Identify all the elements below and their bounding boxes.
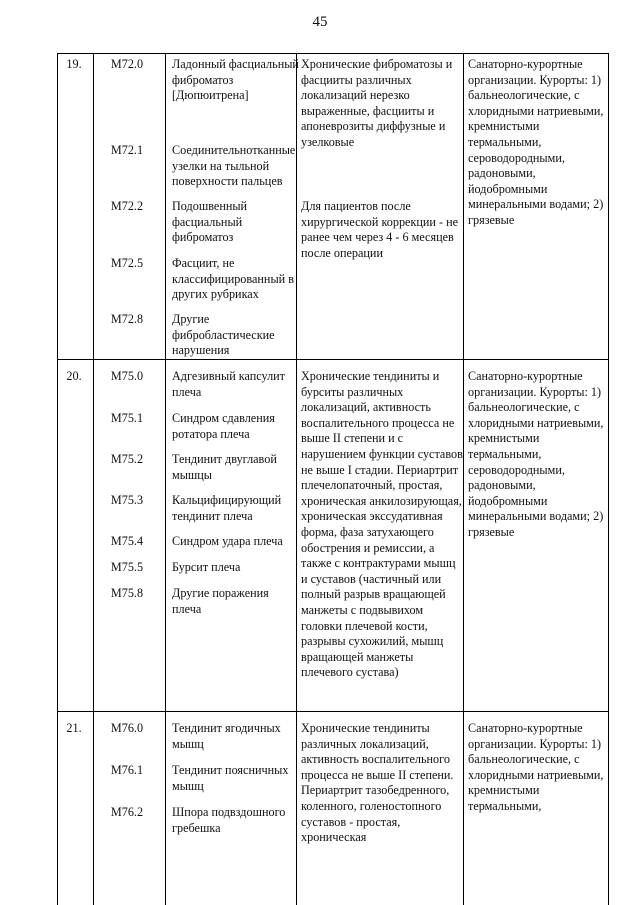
icd-code: M75.8 [110,586,144,600]
disease-name: Шпора подвздошного гребешка [172,805,286,835]
icd-code: M76.1 [110,763,144,777]
disease-name: Тендинит двуглавой мышцы [172,452,277,482]
indication-text: Хронические тендиниты и бурситы различных локализаций, активность воспалительного процесса не выше II степени и с нарушением функции суставов не выше I стадии. Периартрит плечелопаточный, простая, хроническая анкилозирующая, хроническая экссудативная форма, фаза затухающего обострения и ремиссии, а также с контрактурами мышц и суставов (частичный или полный разрыв вращающей манжеты с подвывихом головки плечевой кости, разрывы сухожилий, мышц вращающей манжеты плечевого сустава) [301,369,463,680]
page-number: 45 [312,14,328,30]
icd-code: M72.8 [110,312,144,326]
disease-name: Синдром сдавления ротатора плеча [172,411,275,441]
icd-code: M76.2 [110,805,144,819]
disease-name: Кальцифицирующий тендинит плеча [172,493,282,523]
indication-text: Для пациентов после хирургической коррекции - не ранее чем через 4 - 6 месяцев после операции [301,199,459,260]
icd-code: M72.0 [110,57,144,71]
row-number: 20. [66,369,82,383]
disease-name: Бурсит плеча [172,560,241,574]
icd-code: M76.0 [110,721,144,735]
icd-code: M75.3 [110,493,144,507]
icd-code: M75.1 [110,411,144,425]
icd-code: M75.2 [110,452,144,466]
disease-name: Фасциит, не классифицированный в других рубриках [172,256,294,302]
resort-text: Санаторно-курортные организации. Курорты: 1) бальнеологические, с хлоридными натриевыми, кремнистыми термальными, [468,721,604,813]
disease-name: Синдром удара плеча [172,534,283,548]
icd-code: M75.5 [110,560,144,574]
disease-name: Ладонный фасциальный фиброматоз [Дюпюитрена] [172,57,299,103]
icd-code: M72.2 [110,199,144,213]
row-number: 19. [66,57,82,71]
disease-name: Другие поражения плеча [172,586,269,616]
indication-text: Хронические фиброматозы и фасцииты различных локализаций нерезко выраженные, фасцииты и апоневрозиты диффузные и узелковые [301,57,453,149]
disease-name: Адгезивный капсулит плеча [172,369,286,399]
icd-code: M72.1 [110,143,144,157]
disease-name: Соединительнотканные узелки на тыльной поверхности пальцев [172,143,296,189]
resort-text: Санаторно-курортные организации. Курорты: 1) бальнеологические, с хлоридными натриевыми, кремнистыми термальными, сероводородными, радоновыми, йодобромными минеральными водами; 2) грязевые [468,369,604,539]
icd-code: M75.0 [110,369,144,383]
indication-text: Хронические тендиниты различных локализаций, активность воспалительного процесса не выше II степени. Периартрит тазобедренного, коленного, голеностопного суставов - простая, хроническая [301,721,454,845]
icd-code: M75.4 [110,534,144,548]
disease-name: Другие фибробластические нарушения [172,312,275,358]
disease-name: Тендинит ягодичных мышц [172,721,281,751]
resort-text: Санаторно-курортные организации. Курорты: 1) бальнеологические, с хлоридными натриевыми, кремнистыми термальными, сероводородными, радоновыми, йодобромными минеральными водами; 2) грязевые [468,57,604,227]
disease-name: Тендинит поясничных мышц [172,763,289,793]
icd-code: M72.5 [110,256,144,270]
row-number: 21. [66,721,82,735]
disease-name: Подошвенный фасциальный фиброматоз [172,199,248,245]
resort-indications-table [57,53,609,905]
